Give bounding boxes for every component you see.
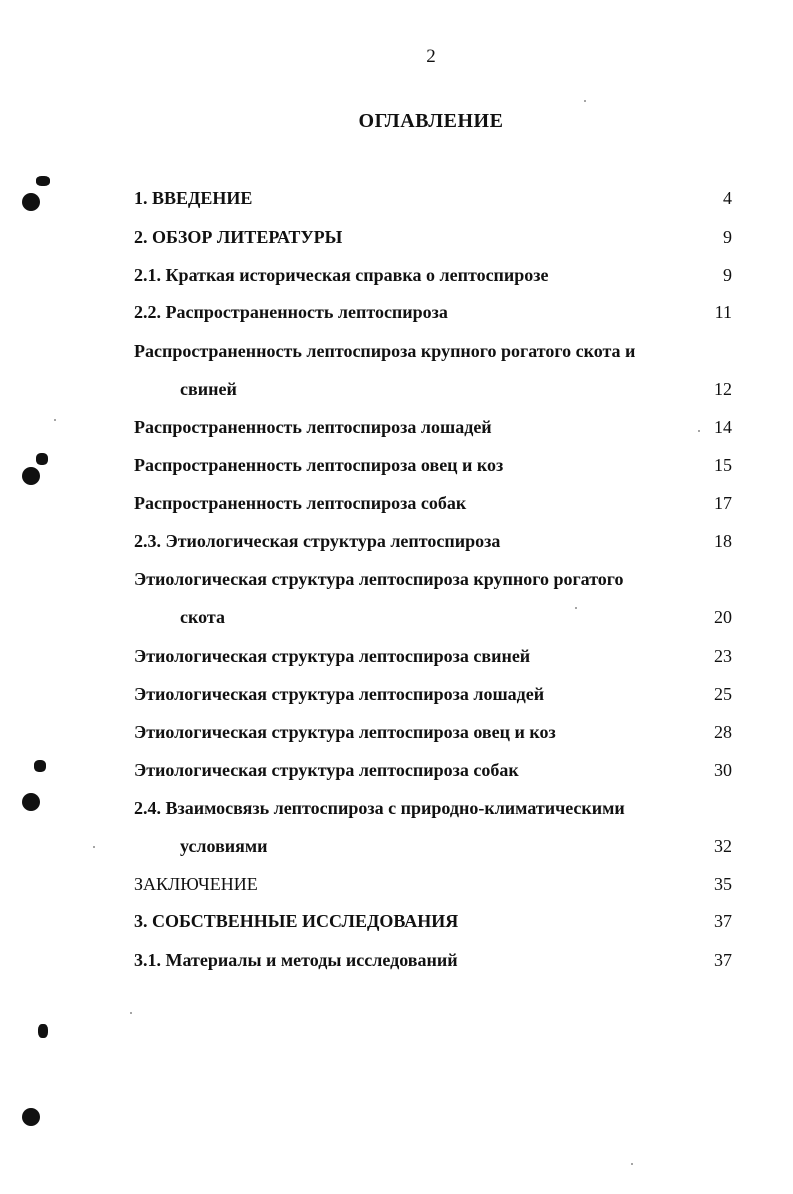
toc-entry-page: 9 — [723, 265, 732, 285]
toc-entry-page: 28 — [714, 722, 732, 742]
toc-entry-2-2[interactable] — [134, 297, 732, 327]
page-number: 2 — [426, 46, 436, 67]
toc-entry-conclusion[interactable] — [134, 869, 732, 899]
toc-entry-etiology-cattle[interactable] — [134, 564, 732, 594]
toc-entry-label: Этиологическая структура лептоспироза крупного рогатого — [134, 569, 624, 589]
toc-entry-etiology-pigs[interactable] — [134, 641, 732, 671]
toc-entry-label: 1. ВВЕДЕНИЕ — [134, 188, 253, 208]
toc-entry-label: Этиологическая структура лептоспироза свиней — [134, 646, 531, 666]
toc-entry-page: 35 — [714, 874, 732, 894]
toc-entry-label: 3.1. Материалы и методы исследований — [134, 950, 458, 970]
toc-entry-page: 18 — [714, 531, 732, 551]
toc-entry-page: 37 — [714, 950, 732, 970]
toc-entry-prevalence-cattle-cont[interactable] — [134, 374, 732, 404]
scan-speck — [631, 1163, 633, 1165]
toc-entry-page: 37 — [714, 911, 732, 931]
toc-entry-label: Распространенность лептоспироза лошадей — [134, 417, 492, 437]
toc-entry-label: Этиологическая структура лептоспироза овец и коз — [134, 722, 556, 742]
toc-entry-label: Этиологическая структура лептоспироза лошадей — [134, 684, 545, 704]
toc-entry-page: 15 — [714, 455, 732, 475]
toc-entry-label: 2.4. Взаимосвязь лептоспироза с природно-климатическими — [134, 798, 625, 818]
toc-entry-label: Распространенность лептоспироза овец и коз — [134, 455, 504, 475]
scan-speck — [93, 846, 95, 848]
toc-entry-label: скота — [180, 607, 225, 627]
punch-mark-3 — [34, 760, 46, 772]
punch-hole-3 — [22, 793, 40, 811]
toc-entry-prevalence-dogs[interactable] — [134, 488, 732, 518]
toc-entry-label: Распространенность лептоспироза собак — [134, 493, 467, 513]
toc-entry-page: 9 — [723, 227, 732, 247]
toc-title: ОГЛАВЛЕНИЕ — [358, 110, 504, 132]
toc-entry-page: 17 — [714, 493, 732, 513]
toc-entry-page: 14 — [714, 417, 732, 437]
toc-entry-prevalence-sheep[interactable] — [134, 450, 732, 480]
punch-mark-2 — [36, 453, 48, 465]
toc-entry-literature-review[interactable] — [134, 222, 732, 252]
scan-speck — [584, 100, 586, 102]
scan-speck — [54, 419, 56, 421]
punch-mark-4 — [38, 1024, 48, 1038]
toc-entry-label: 2.3. Этиологическая структура лептоспироза — [134, 531, 501, 551]
toc-entry-2-4[interactable] — [134, 793, 732, 823]
toc-entry-page: 23 — [714, 646, 732, 666]
toc-entry-2-4-cont[interactable] — [134, 831, 732, 861]
toc-entry-label: Распространенность лептоспироза крупного рогатого скота и — [134, 341, 636, 361]
toc-entry-etiology-cattle-cont[interactable] — [134, 602, 732, 632]
toc-entry-label: 3. СОБСТВЕННЫЕ ИССЛЕДОВАНИЯ — [134, 911, 459, 931]
toc-entry-etiology-horses[interactable] — [134, 679, 732, 709]
toc-entry-page: 20 — [714, 607, 732, 627]
toc-entry-page: 11 — [714, 302, 732, 322]
toc-entry-etiology-sheep[interactable] — [134, 717, 732, 747]
toc-entry-label: условиями — [180, 836, 268, 856]
toc-entry-page: 30 — [714, 760, 732, 780]
toc-entry-label: ЗАКЛЮЧЕНИЕ — [134, 874, 258, 894]
toc-entry-prevalence-horses[interactable] — [134, 412, 732, 442]
toc-entry-page: 4 — [723, 188, 732, 208]
toc-entry-label: 2.1. Краткая историческая справка о лептоспирозе — [134, 265, 549, 285]
toc-entry-2-1[interactable] — [134, 260, 732, 290]
toc-entry-etiology-dogs[interactable] — [134, 755, 732, 785]
punch-hole-4 — [22, 1108, 40, 1126]
punch-mark-1 — [36, 176, 50, 186]
toc-entry-label: свиней — [180, 379, 237, 399]
toc-entry-2-3[interactable] — [134, 526, 732, 556]
toc-entry-label: 2. ОБЗОР ЛИТЕРАТУРЫ — [134, 227, 343, 247]
punch-hole-2 — [22, 467, 40, 485]
toc-entry-page: 32 — [714, 836, 732, 856]
scan-speck — [130, 1012, 132, 1014]
toc-entry-3-1[interactable] — [134, 945, 732, 975]
punch-hole-1 — [22, 193, 40, 211]
toc-entry-page: 25 — [714, 684, 732, 704]
toc-entry-own-research[interactable] — [134, 906, 732, 936]
toc-entry-prevalence-cattle[interactable] — [134, 336, 732, 366]
toc-entry-label: Этиологическая структура лептоспироза собак — [134, 760, 519, 780]
toc-entry-page: 12 — [714, 379, 732, 399]
toc-entry-label: 2.2. Распространенность лептоспироза — [134, 302, 448, 322]
toc-entry-introduction[interactable] — [134, 183, 732, 213]
